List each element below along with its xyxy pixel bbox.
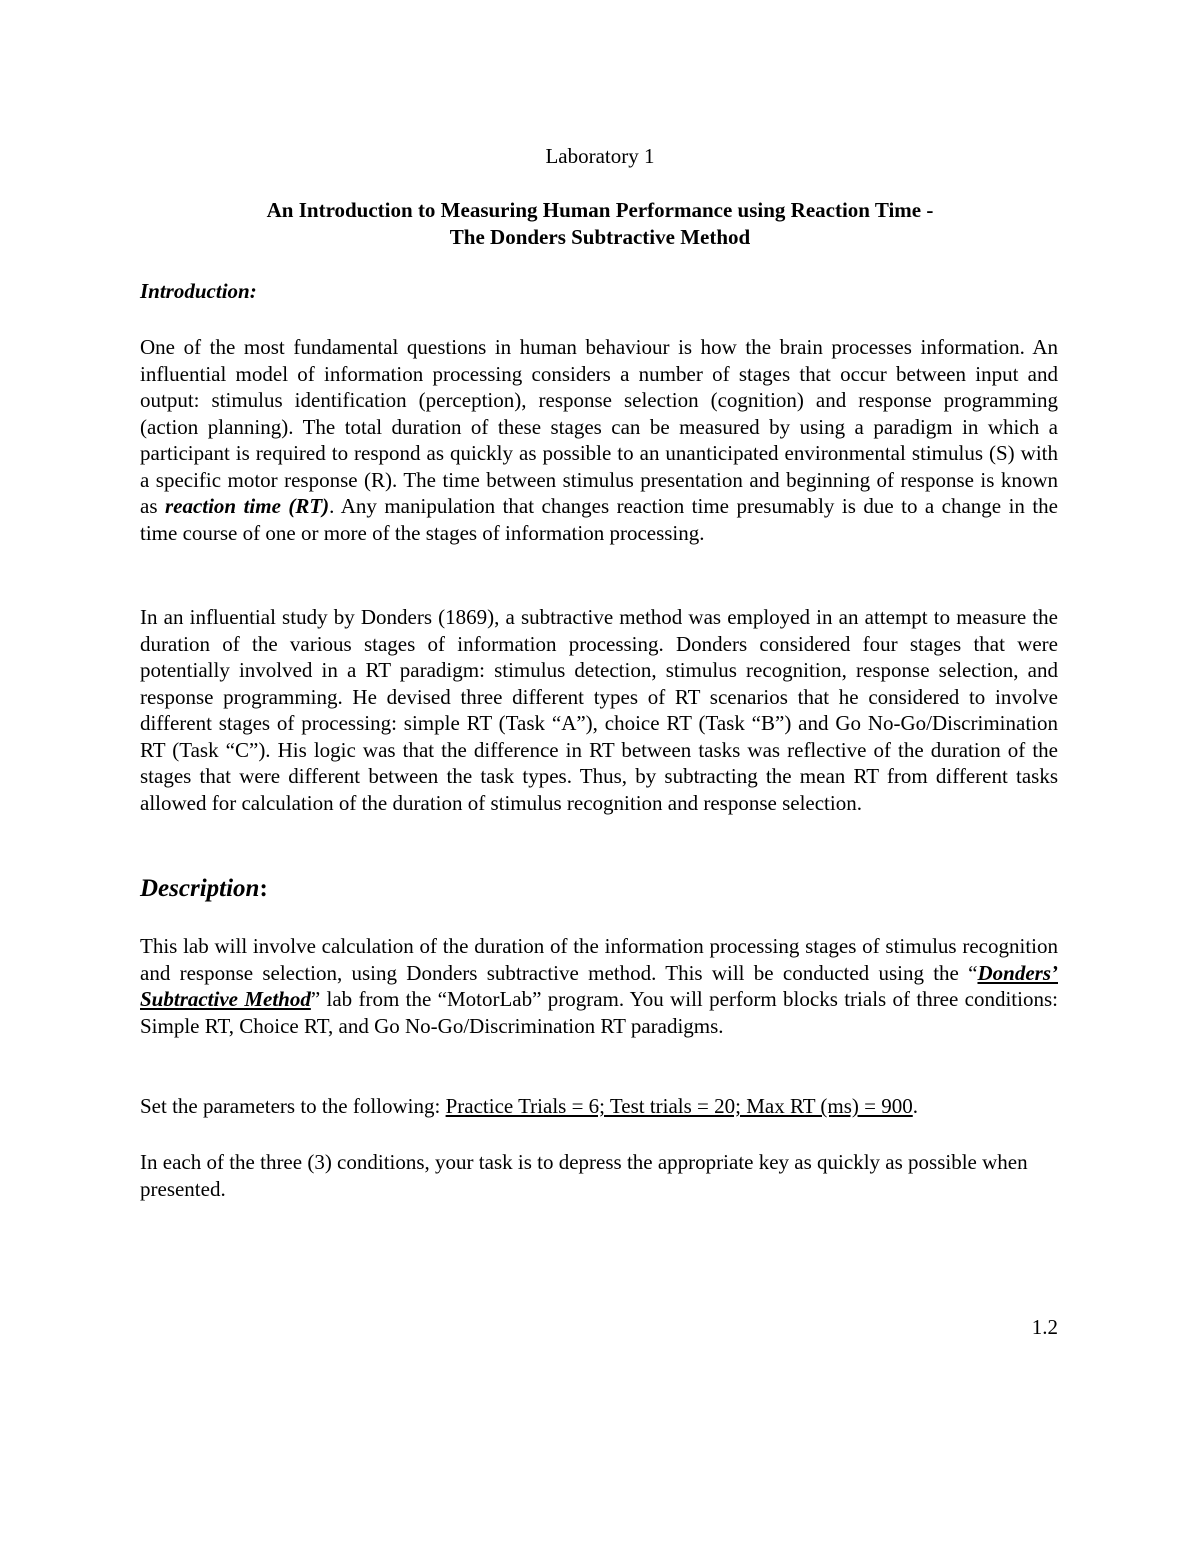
intro-p1-text-b: . Any manipulation that changes reaction time presumably is due to a change in the time course of one or more of the stages of information processing. [140, 494, 1059, 545]
introduction-paragraph-1 [140, 334, 1058, 546]
parameter-settings: Practice Trials = 6; Test trials = 20; Max RT (ms) = 900 [445, 1094, 913, 1118]
reaction-time-term: reaction time (RT) [164, 494, 330, 518]
description-paragraph-2 [140, 1093, 1058, 1120]
description-heading [140, 873, 268, 905]
description-paragraph-1 [140, 933, 1058, 1039]
lab-name-term: Donders’ Subtractive Method [140, 960, 1058, 1011]
desc-p2-text-b: . [912, 1094, 919, 1118]
title-line-1: An Introduction to Measuring Human Performance using Reaction Time - [266, 198, 934, 222]
introduction-heading: Introduction: [140, 279, 257, 303]
intro-p1-text-a: One of the most fundamental questions in human behaviour is how the brain processes information. An influential model of information processing considers a number of stages that occur between input and output: stimulus identification (perception), response selection (cognition) and response programming (action planning). The total duration of these stages can be measured by using a paradigm in which a participant is required to respond as quickly as possible to an unanticipated environmental stimulus (S) with a specific motor response (R). The time between stimulus presentation and beginning of response is known as [140, 335, 1058, 518]
desc-p2-text-a: Set the parameters to the following: [140, 1094, 446, 1118]
description-paragraph-3: In each of the three (3) conditions, your task is to depress the appropriate key as quickly as possible when presented. [140, 1150, 1028, 1201]
page-number: 1.2 [1031, 1315, 1058, 1339]
document-title [140, 197, 1060, 251]
introduction-paragraph-2: In an influential study by Donders (1869), a subtractive method was employed in an attempt to measure the duration of the various stages of information processing. Donders considered four stages that were potentially involved in a RT paradigm: stimulus detection, stimulus recognition, response selection, and response programming. He devised three different types of RT scenarios that he considered to involve different stages of processing: simple RT (Task “A”), choice RT (Task “B”) and Go No-Go/Discrimination RT (Task “C”). His logic was that the difference in RT between tasks was reflective of the duration of the stages that were different between the task types. Thus, by subtracting the mean RT from different tasks allowed for calculation of the duration of stimulus recognition and response selection. [140, 605, 1058, 815]
lab-label: Laboratory 1 [545, 144, 655, 168]
desc-p1-text-a: This lab will involve calculation of the duration of the information processing stages of stimulus recognition and response selection, using Donders subtractive method. This will be conducted using the “ [140, 934, 1058, 985]
description-heading-text: Description [140, 875, 260, 902]
description-heading-colon: : [259, 875, 268, 902]
title-line-2: The Donders Subtractive Method [449, 225, 751, 249]
desc-p1-text-b: ” lab from the “MotorLab” program. You will perform blocks trials of three conditions: Simple RT, Choice RT, and Go No-Go/Discrimination RT paradigms. [140, 987, 1058, 1038]
